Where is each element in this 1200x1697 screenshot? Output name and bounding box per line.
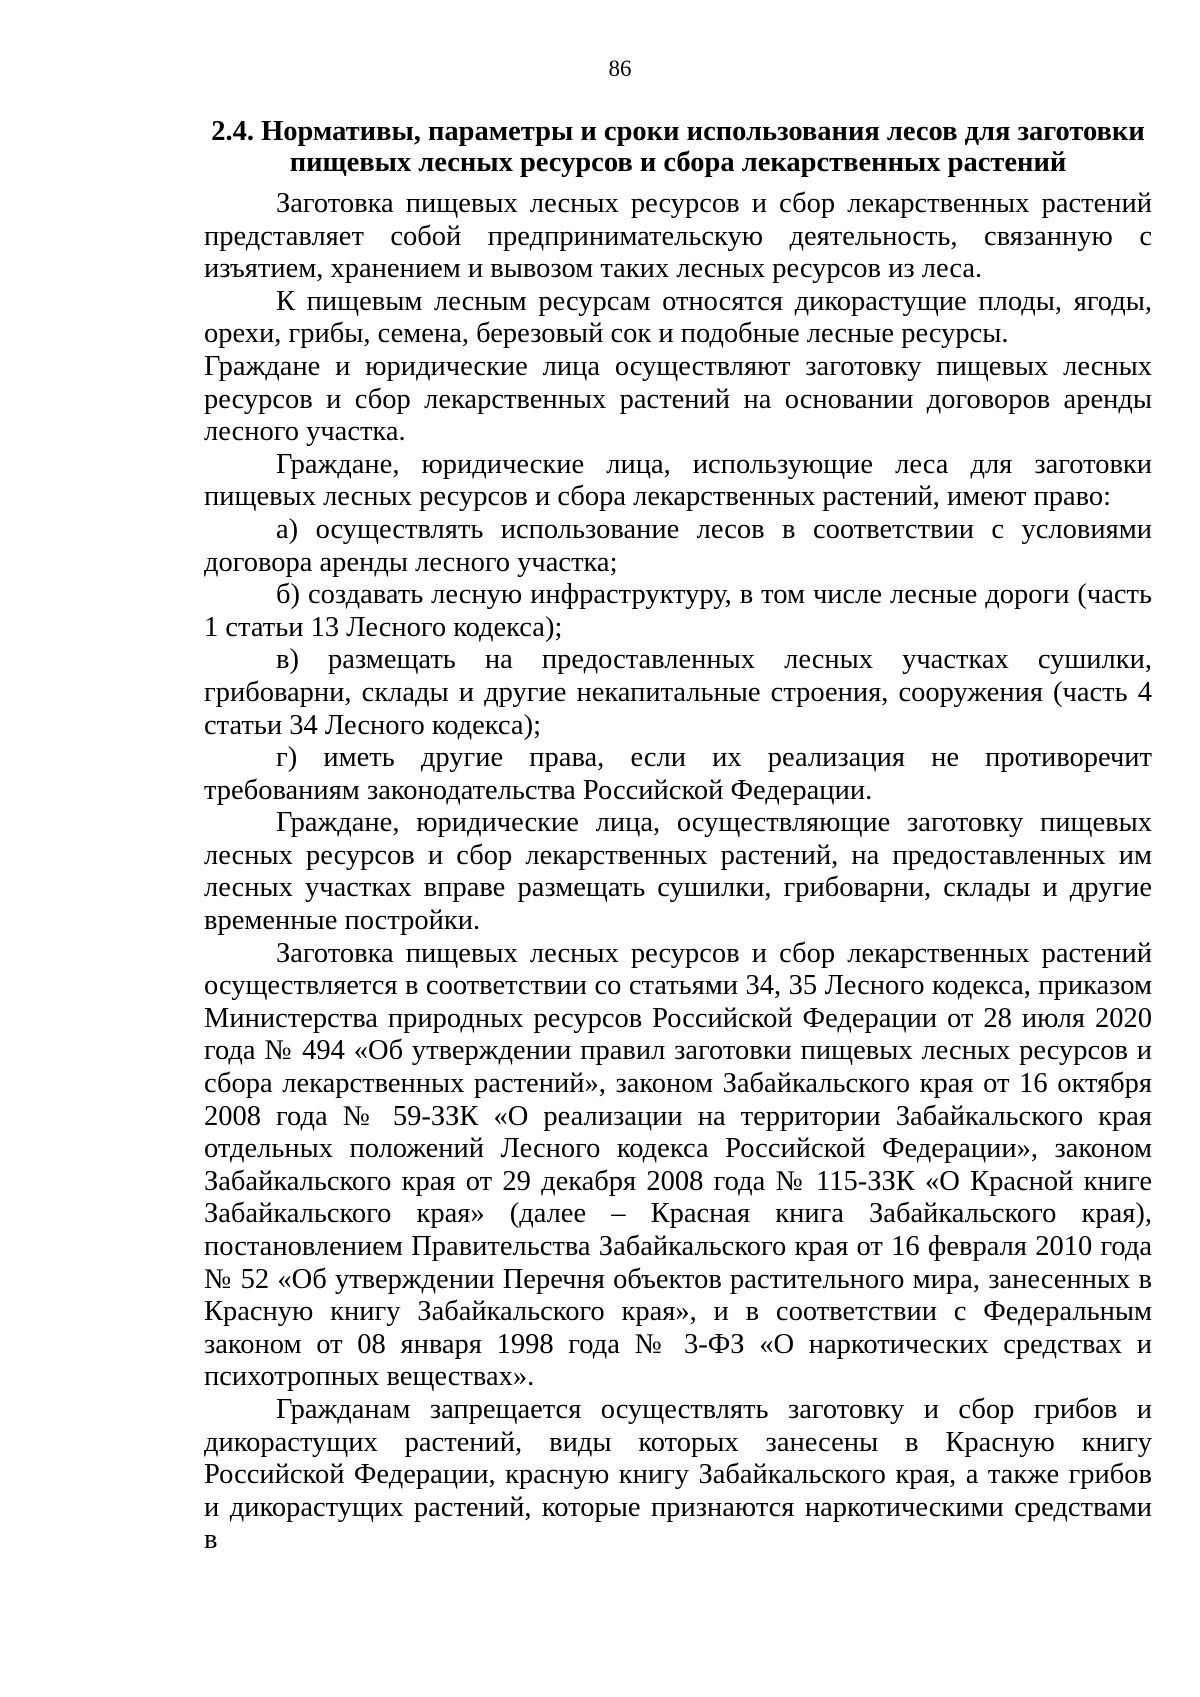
paragraph-legal-basis: Заготовка пищевых лесных ресурсов и сбор лекарственных растений осуществляется в соответствии со статьями 34, 35 Лесного кодекса, приказом Министерства природных ресурсов Российской Федерации от 28 июля 2020 года № 494 «Об утверждении правил заготовки пищевых лесных ресурсов и сбора лекарственных растений», законом Забайкальского края от 16 октября 2008 года № 59-ЗЗК «О реализации на территории Забайкальского края отдельных положений Лесного кодекса Российской Федерации», законом Забайкальского края от 29 декабря 2008 года № 115-ЗЗК «О Красной книге Забайкальского края» (далее – Красная книга Забайкальского края), постановлением Правительства Забайкальского края от 16 февраля 2010 года № 52 «Об утверждении Перечня объектов растительного мира, занесенных в Красную книгу Забайкальского края», и в соответствии с Федеральным законом от 08 января 1998 года № 3-ФЗ «О наркотических средствах и психотропных веществах».: [204, 937, 1152, 1393]
page-number: 86: [608, 56, 632, 81]
paragraph-lease-basis: Граждане и юридические лица осуществляют заготовку пищевых лесных ресурсов и сбор лекарственных растений на основании договоров аренды лесного участка.: [204, 350, 1152, 448]
list-item-g: г) иметь другие права, если их реализация не противоречит требованиям законодательства Российской Федерации.: [204, 742, 1152, 806]
paragraph-prohibition: Гражданам запрещается осуществлять заготовку и сбор грибов и дикорастущих растений, виды которых занесены в Красную книгу Российской Федерации, красную книгу Забайкальского края, а также грибов и дикорастущих растений, которые признаются наркотическими средствами в: [204, 1393, 1152, 1556]
section-heading-line-2: пищевых лесных ресурсов и сбора лекарственных растений: [289, 147, 1067, 178]
paragraph-definition: Заготовка пищевых лесных ресурсов и сбор лекарственных растений представляет собой предпринимательскую деятельность, связанную с изъятием, хранением и вывозом таких лесных ресурсов из леса.: [204, 188, 1152, 285]
section-heading-line-1: 2.4. Нормативы, параметры и сроки использования лесов для заготовки: [211, 116, 1145, 147]
list-item-v: в) размещать на предоставленных лесных участках сушилки, грибоварни, склады и другие некапитальные строения, сооружения (часть 4 статьи 34 Лесного кодекса);: [204, 644, 1152, 741]
paragraph-rights-intro: Граждане, юридические лица, использующие леса для заготовки пищевых лесных ресурсов и сбора лекарственных растений, имеют право:: [204, 448, 1152, 513]
page-content: [204, 116, 1152, 1557]
paragraph-food-resources: К пищевым лесным ресурсам относятся дикорастущие плоды, ягоды, орехи, грибы, семена, березовый сок и подобные лесные ресурсы.: [204, 285, 1152, 350]
section-heading: [204, 116, 1152, 178]
list-item-a: а) осуществлять использование лесов в соответствии с условиями договора аренды лесного участка;: [204, 513, 1152, 578]
paragraph-temporary-buildings: Граждане, юридические лица, осуществляющие заготовку пищевых лесных ресурсов и сбор лекарственных растений, на предоставленных им лесных участках вправе размещать сушилки, грибоварни, склады и другие временные постройки.: [204, 807, 1152, 937]
list-item-b: б) создавать лесную инфраструктуру, в том числе лесные дороги (часть 1 статьи 13 Лесного кодекса);: [204, 579, 1152, 643]
